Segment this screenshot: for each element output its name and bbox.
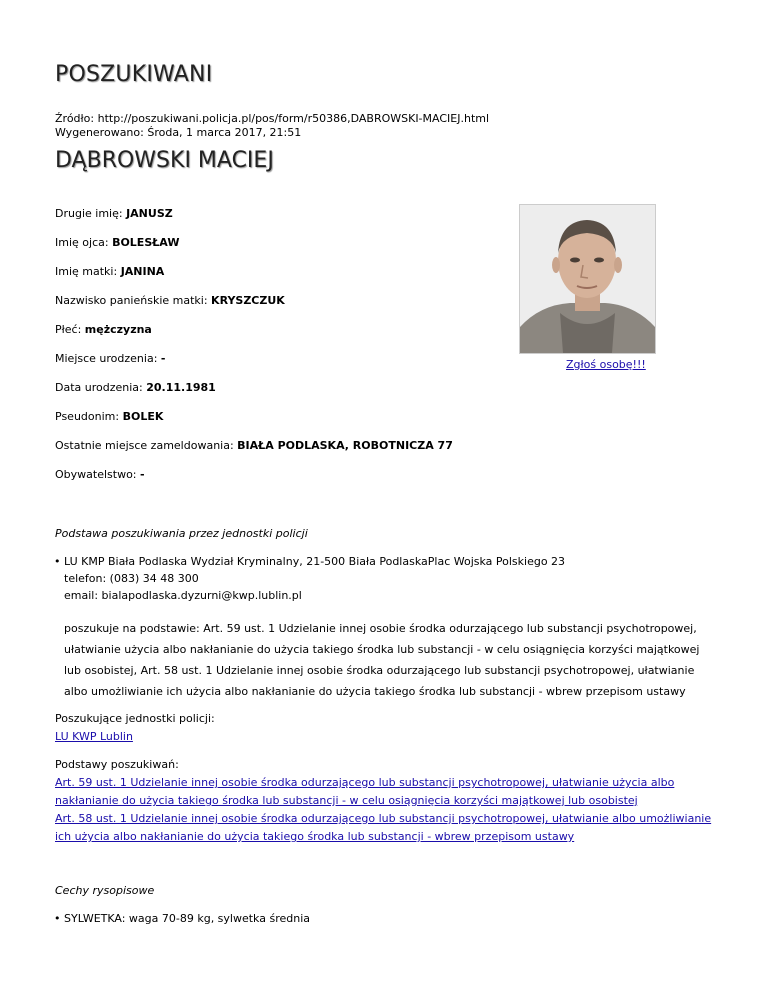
field-value: JANINA: [120, 265, 165, 278]
field-last-address: [55, 439, 453, 452]
field-value: 20.11.1981: [146, 381, 216, 394]
unit-link[interactable]: LU KWP Lublin: [55, 730, 133, 743]
field-value: -: [140, 468, 145, 481]
document-meta: [55, 112, 489, 140]
field-value: BOLESŁAW: [112, 236, 180, 249]
field-label: Imię matki:: [55, 265, 118, 278]
field-birthplace: [55, 352, 165, 365]
field-label: Ostatnie miejsce zameldowania:: [55, 439, 234, 452]
field-label: Miejsce urodzenia:: [55, 352, 158, 365]
field-birthdate: [55, 381, 216, 394]
generated-date: Środa, 1 marca 2017, 21:51: [147, 126, 302, 139]
basis-unit-item: [55, 553, 565, 604]
searching-units-label: Poszukujące jednostki policji:: [55, 712, 215, 725]
field-label: Nazwisko panieńskie matki:: [55, 294, 208, 307]
features-heading: Cechy rysopisowe: [55, 884, 155, 897]
unit-line: LU KMP Biała Podlaska Wydział Kryminalny, 21-500 Biała PodlaskaPlac Wojska Polskiego 23: [64, 555, 566, 568]
field-sex: [55, 323, 152, 336]
field-nickname: [55, 410, 163, 423]
search-grounds-label: Podstawy poszukiwań:: [55, 758, 179, 771]
field-value: mężczyzna: [84, 323, 152, 336]
field-label: Płeć:: [55, 323, 82, 336]
basis-heading: Podstawa poszukiwania przez jednostki policji: [55, 527, 308, 540]
field-value: -: [160, 352, 166, 365]
generated-label: Wygenerowano:: [55, 126, 144, 139]
field-value: BIAŁA PODLASKA, ROBOTNICZA 77: [237, 439, 453, 452]
feature-item: [55, 910, 310, 927]
bullet-icon: •: [54, 555, 61, 568]
page-title: POSZUKIWANI: [55, 62, 213, 87]
field-value: JANUSZ: [126, 207, 173, 220]
person-name: DĄBROWSKI MACIEJ: [55, 148, 274, 173]
person-photo: [519, 204, 656, 354]
field-mother-maiden-name: [55, 294, 285, 307]
report-person-link[interactable]: Zgłoś osobę!!!: [566, 358, 646, 371]
field-value: BOLEK: [122, 410, 164, 423]
bullet-icon: •: [54, 912, 61, 925]
field-father-name: [55, 236, 179, 249]
grounds-link-art58[interactable]: Art. 58 ust. 1 Udzielanie innej osobie środka odurzającego lub substancji psychotropowej, ułatwianie albo umożliwianie ich użycia albo nakłanianie do użycia takiego środka lub substancji - wbrew przepisom ustawy: [55, 812, 712, 843]
source-label: Źródło:: [55, 112, 95, 125]
field-label: Pseudonim:: [55, 410, 120, 423]
searching-units: [55, 710, 725, 746]
source-line: [55, 112, 489, 126]
field-label: Obywatelstwo:: [55, 468, 137, 481]
grounds-link-art59[interactable]: Art. 59 ust. 1 Udzielanie innej osobie środka odurzającego lub substancji psychotropowej, ułatwianie użycia albo nakłanianie do użycia takiego środka lub substancji - w celu osiągnięcia korzyści majątkowej lub osobistej: [55, 776, 675, 807]
basis-paragraph: poszukuje na podstawie: Art. 59 ust. 1 Udzielanie innej osobie środka odurzającego lub substancji psychotropowej, ułatwianie użycia albo nakłanianie do użycia takiego środka lub substancji - w celu osiągnięcia korzyści majątkowej lub osobistej, Art. 58 ust. 1 Udzielanie innej osobie środka odurzającego lub substancji psychotropowej, ułatwianie albo umożliwianie ich użycia albo nakłanianie do użycia takiego środka lub substancji - wbrew przepisom ustawy: [64, 622, 700, 698]
field-label: Data urodzenia:: [55, 381, 143, 394]
field-label: Drugie imię:: [55, 207, 123, 220]
search-grounds: [55, 756, 725, 846]
portrait-image: [520, 205, 655, 353]
unit-email: email: bialapodlaska.dyzurni@kwp.lublin.pl: [64, 589, 302, 602]
field-value: KRYSZCZUK: [211, 294, 285, 307]
generated-line: [55, 126, 489, 140]
unit-phone: telefon: (083) 34 48 300: [64, 572, 199, 585]
field-second-name: [55, 207, 173, 220]
feature-text: SYLWETKA: waga 70-89 kg, sylwetka średnia: [64, 912, 311, 925]
field-citizenship: [55, 468, 145, 481]
source-url: http://poszukiwani.policja.pl/pos/form/r50386,DABROWSKI-MACIEJ.html: [97, 112, 490, 125]
field-label: Imię ojca:: [55, 236, 109, 249]
field-mother-name: [55, 265, 164, 278]
